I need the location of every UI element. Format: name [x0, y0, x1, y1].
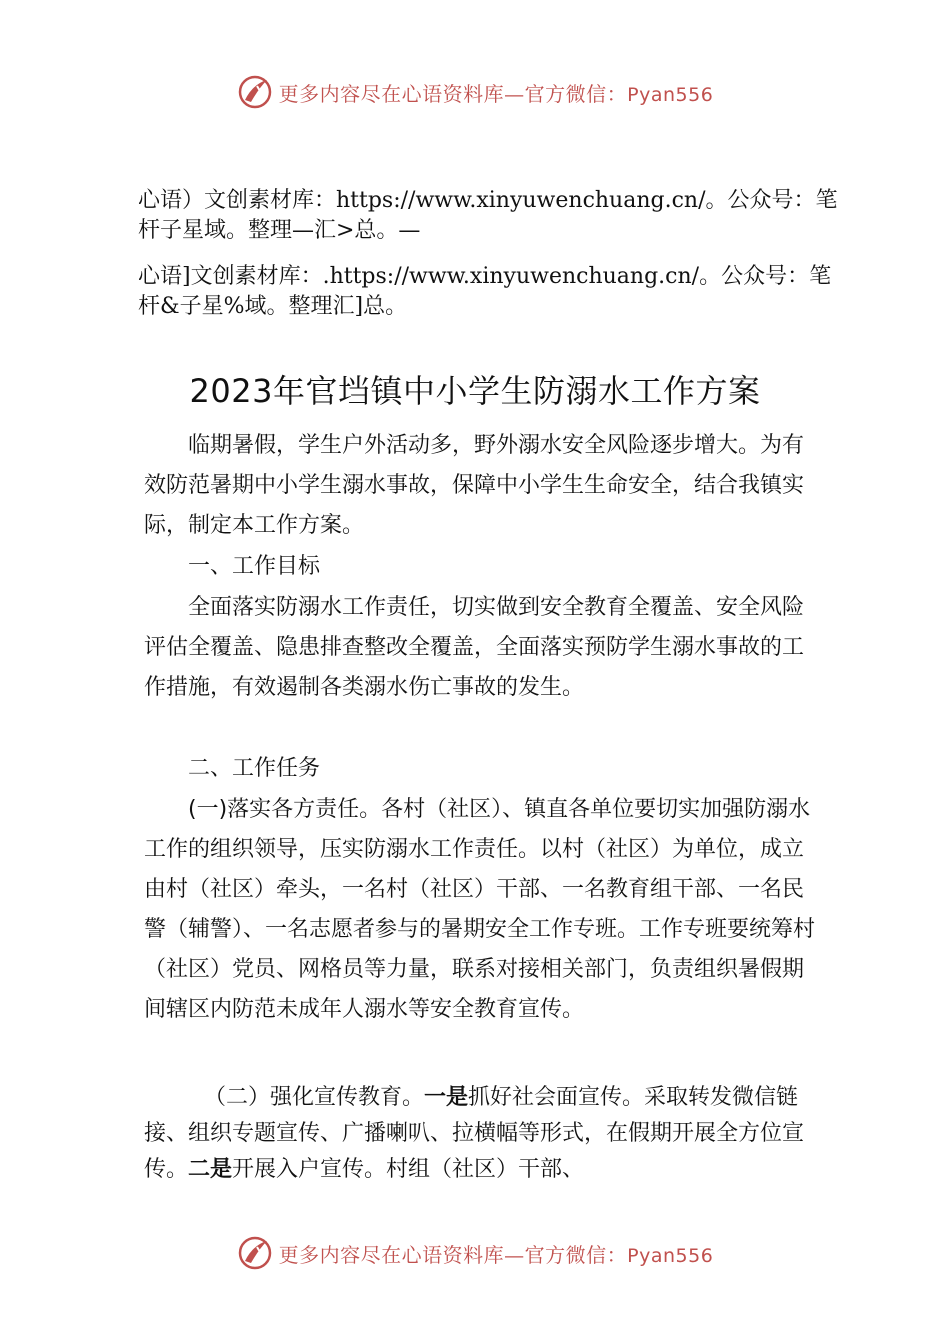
- watermark-text: 更多内容尽在心语资料库—官方微信：Pyan556: [278, 1242, 714, 1267]
- source-note: 心语）文创素材库：https://www.xinyuwenchuang.cn/。公众号：笔杆子星域。整理—汇>总。—: [138, 188, 838, 243]
- wechat-id: Pyan556: [627, 1244, 714, 1267]
- intro-paragraph: 临期暑假，学生户外活动多，野外溺水安全风险逐步增大。为有效防范暑期中小学生溺水事故，保障中小学生生命安全，结合我镇实际，制定本工作方案。: [144, 433, 805, 538]
- watermark-text: 更多内容尽在心语资料库—官方微信：Pyan556: [278, 81, 714, 106]
- emphasis: 二是: [188, 1157, 233, 1182]
- emphasis: 一是: [424, 1085, 469, 1110]
- section-heading: 一、工作目标: [188, 554, 321, 579]
- header-watermark: [0, 72, 950, 112]
- source-note: 心语]文创素材库：.https://www.xinyuwenchuang.cn/。公众号：笔杆&子星%域。整理汇]总。: [138, 264, 832, 319]
- brush-logo-icon: [237, 74, 273, 110]
- document-title: 2023年官垱镇中小学生防溺水工作方案: [189, 372, 761, 410]
- footer-watermark: [0, 1233, 950, 1273]
- section-heading: 二、工作任务: [188, 756, 321, 781]
- section2-item1-paragraph: (一)落实各方责任。各村（社区）、镇直各单位要切实加强防溺水工作的组织领导，压实防溺水工作责任。以村（社区）为单位，成立由村（社区）牵头，一名村（社区）干部、一名教育组干部、一名民警（辅警）、一名志愿者参与的暑期安全工作专班。工作专班要统筹村（社区）党员、网格员等力量，联系对接相关部门，负责组织暑假期间辖区内防范未成年人溺水等安全教育宣传。: [144, 797, 816, 1022]
- brush-logo-icon: [237, 1235, 273, 1271]
- section1-paragraph: 全面落实防溺水工作责任，切实做到安全教育全覆盖、安全风险评估全覆盖、隐患排查整改全覆盖，全面落实预防学生溺水事故的工作措施，有效遏制各类溺水伤亡事故的发生。: [144, 595, 805, 700]
- section2-item2-paragraph: （二）强化宣传教育。一是抓好社会面宣传。采取转发微信链接、组织专题宣传、广播喇叭、拉横幅等形式，在假期开展全方位宣传。二是开展入户宣传。村组（社区）干部、: [144, 1085, 805, 1182]
- wechat-id: Pyan556: [627, 83, 714, 106]
